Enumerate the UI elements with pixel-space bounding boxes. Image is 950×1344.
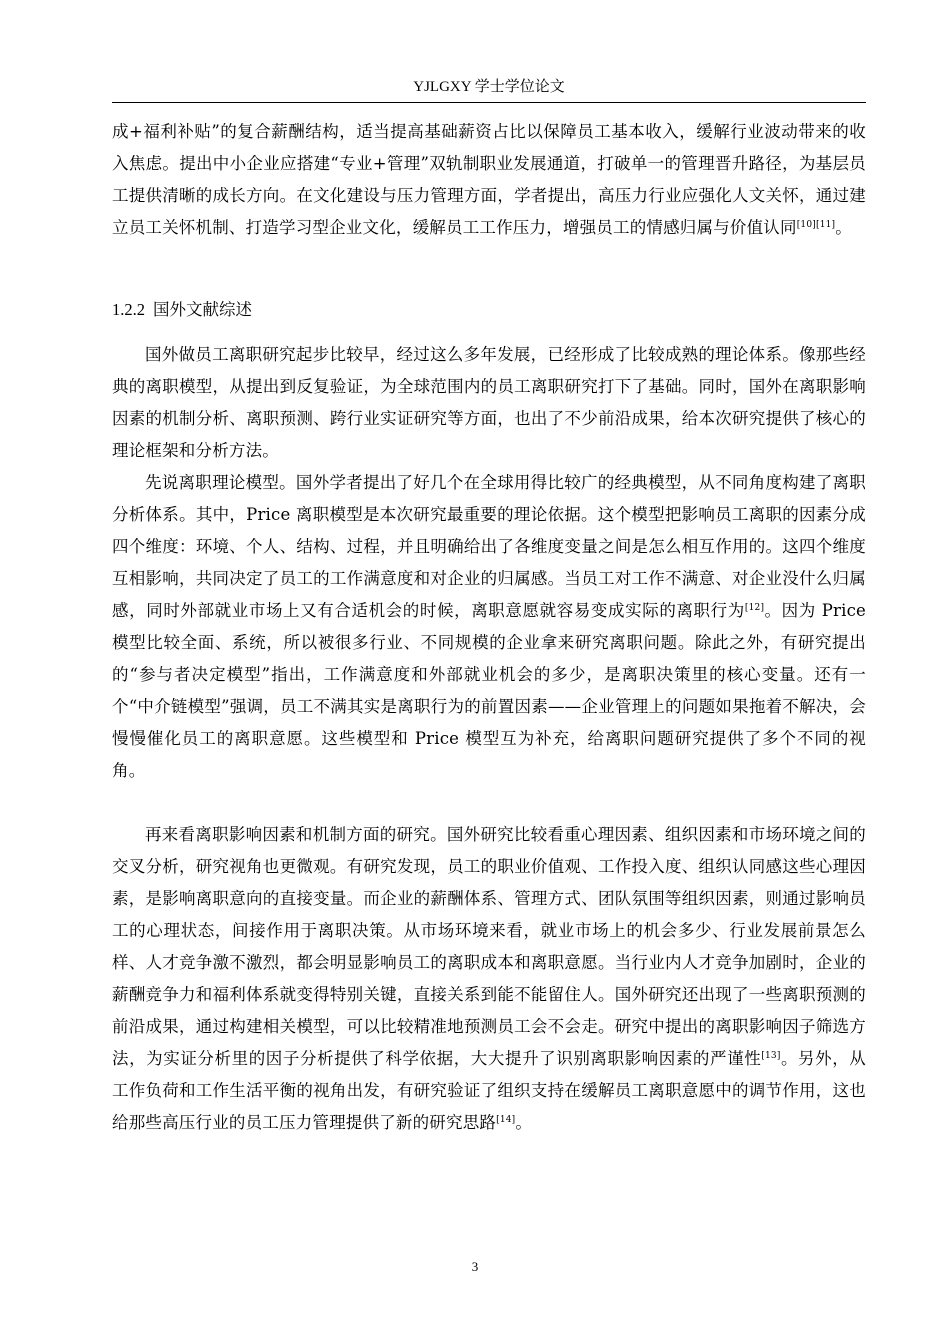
section-number: 1.2.2: [112, 300, 145, 319]
citation: [13]: [761, 1051, 781, 1061]
page-number: 3: [471, 1259, 479, 1274]
section-heading: [112, 296, 252, 324]
paragraph-continuation: 成+福利补贴”的复合薪酬结构，适当提高基础薪资占比以保障员工基本收入，缓解行业波动带来的收入焦虑。提出中小企业应搭建“专业+管理”双轨制职业发展通道，打破单一的管理晋升路径，为基层员工提供清晰的成长方向。在文化建设与压力管理方面，学者提出，高压力行业应强化人文关怀，通过建立员工关怀机制、打造学习型企业文化，缓解员工工作压力，增强员工的情感归属与价值认同[10][11]。: [112, 122, 866, 237]
citation: [12]: [744, 603, 765, 613]
paragraph-influencing-factors: 再来看离职影响因素和机制方面的研究。国外研究比较看重心理因素、组织因素和市场环境之间的交叉分析，研究视角也更微观。有研究发现，员工的职业价值观、工作投入度、组织认同感这些心理因素，是影响离职意向的直接变量。而企业的薪酬体系、管理方式、团队氛围等组织因素，则通过影响员工的心理状态，间接作用于离职决策。从市场环境来看，就业市场上的机会多少、行业发展前景怎么样、人才竞争激不激烈，都会明显影响员工的离职成本和离职意愿。当行业内人才竞争加剧时，企业的薪酬竞争力和福利体系就变得特别关键，直接关系到能不能留住人。国外研究还出现了一些离职预测的前沿成果，通过构建相关模型，可以比较精准地预测员工会不会走。研究中提出的离职影响因子筛选方法，为实证分析里的因子分析提供了科学依据，大大提升了识别离职影响因素的严谨性[13]。另外，从工作负荷和工作生活平衡的视角出发，有研究验证了组织支持在缓解员工离职意愿中的调节作用，这也给那些高压行业的员工压力管理提供了新的研究思路[14]。: [112, 825, 866, 1132]
citation: [14]: [496, 1115, 516, 1125]
page-header: [112, 76, 866, 103]
section-title: 国外文献综述: [153, 300, 252, 319]
paragraph-foreign-overview: 国外做员工离职研究起步比较早，经过这么多年发展，已经形成了比较成熟的理论体系。像那些经典的离职模型，从提出到反复验证，为全球范围内的员工离职研究打下了基础。同时，国外在离职影响因素的机制分析、离职预测、跨行业实证研究等方面，也出了不少前沿成果，给本次研究提供了核心的理论框架和分析方法。: [112, 345, 866, 460]
paragraph-turnover-models: 先说离职理论模型。国外学者提出了好几个在全球用得比较广的经典模型，从不同角度构建了离职分析体系。其中，Price 离职模型是本次研究最重要的理论依据。这个模型把影响员工离职的因素分成四个维度：环境、个人、结构、过程，并且明确给出了各维度变量之间是怎么相互作用的。这四个维度互相影响，共同决定了员工的工作满意度和对企业的归属感。当员工对工作不满意、对企业没什么归属感，同时外部就业市场上又有合适机会的时候，离职意愿就容易变成实际的离职行为[12]。因为 Price 模型比较全面、系统，所以被很多行业、不同规模的企业拿来研究离职问题。除此之外，有研究提出的“参与者决定模型”指出，工作满意度和外部就业机会的多少，是离职决策里的核心变量。还有一个“中介链模型”强调，员工不满其实是离职行为的前置因素——企业管理上的问题如果拖着不解决，会慢慢催化员工的离职意愿。这些模型和 Price 模型互为补充，给离职问题研究提供了多个不同的视角。: [112, 473, 866, 780]
header-title: YJLGXY 学士学位论文: [413, 79, 565, 95]
citation: [10][11]: [796, 220, 836, 230]
